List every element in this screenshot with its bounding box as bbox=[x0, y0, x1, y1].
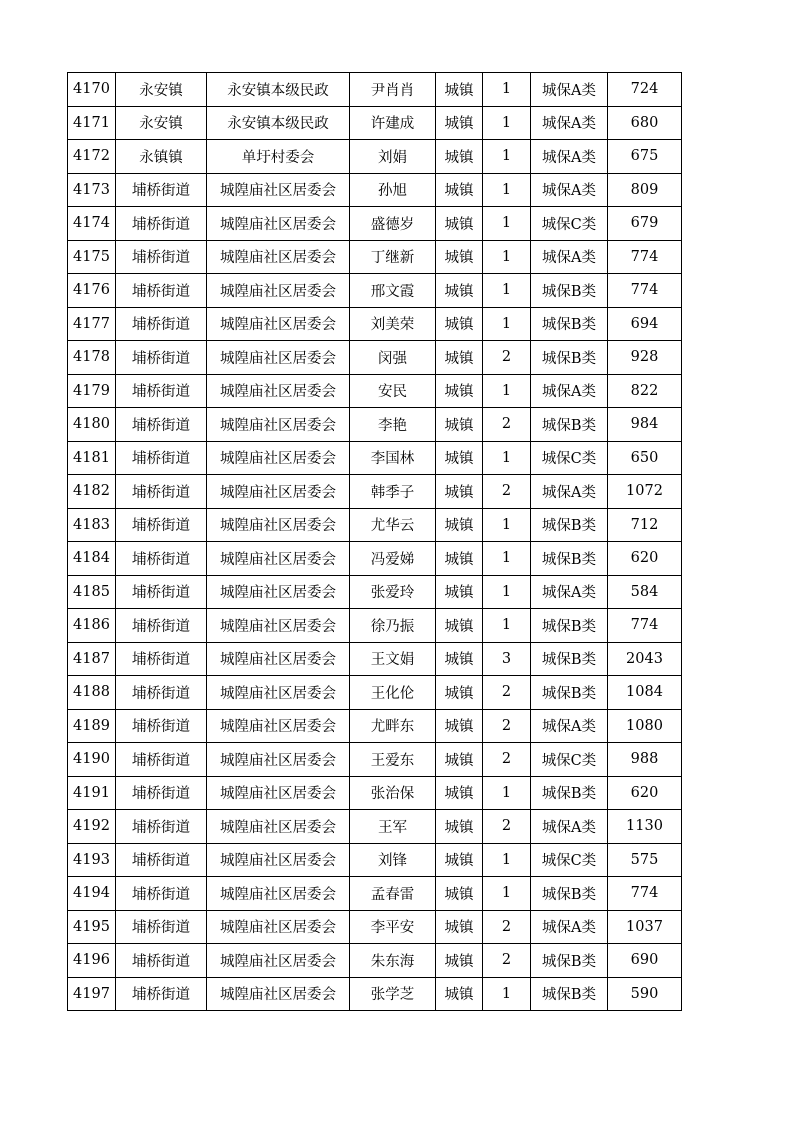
table-row bbox=[68, 274, 682, 308]
table-row bbox=[68, 709, 682, 743]
table-row bbox=[68, 508, 682, 542]
community-cell: 城隍庙社区居委会 bbox=[207, 207, 350, 241]
community-cell: 城隍庙社区居委会 bbox=[207, 776, 350, 810]
record-number-cell: 4181 bbox=[68, 441, 116, 475]
street-cell: 埔桥街道 bbox=[116, 877, 207, 911]
table-row bbox=[68, 475, 682, 509]
aid-category-cell: 城保C类 bbox=[531, 207, 608, 241]
area-type-cell: 城镇 bbox=[436, 73, 483, 107]
table-row bbox=[68, 810, 682, 844]
street-cell: 埔桥街道 bbox=[116, 408, 207, 442]
area-type-cell: 城镇 bbox=[436, 542, 483, 576]
aid-category-cell: 城保A类 bbox=[531, 140, 608, 174]
community-cell: 城隍庙社区居委会 bbox=[207, 173, 350, 207]
household-size-cell: 1 bbox=[483, 374, 531, 408]
amount-cell: 712 bbox=[608, 508, 682, 542]
community-cell: 城隍庙社区居委会 bbox=[207, 441, 350, 475]
community-cell: 城隍庙社区居委会 bbox=[207, 609, 350, 643]
household-size-cell: 2 bbox=[483, 475, 531, 509]
community-cell: 城隍庙社区居委会 bbox=[207, 575, 350, 609]
aid-category-cell: 城保B类 bbox=[531, 642, 608, 676]
household-size-cell: 2 bbox=[483, 810, 531, 844]
area-type-cell: 城镇 bbox=[436, 408, 483, 442]
street-cell: 埔桥街道 bbox=[116, 542, 207, 576]
street-cell: 埔桥街道 bbox=[116, 776, 207, 810]
record-number-cell: 4170 bbox=[68, 73, 116, 107]
record-number-cell: 4189 bbox=[68, 709, 116, 743]
household-size-cell: 1 bbox=[483, 140, 531, 174]
street-cell: 埔桥街道 bbox=[116, 374, 207, 408]
record-number-cell: 4186 bbox=[68, 609, 116, 643]
name-cell: 尹肖肖 bbox=[350, 73, 436, 107]
community-cell: 城隍庙社区居委会 bbox=[207, 877, 350, 911]
street-cell: 埔桥街道 bbox=[116, 609, 207, 643]
community-cell: 永安镇本级民政 bbox=[207, 106, 350, 140]
household-size-cell: 1 bbox=[483, 240, 531, 274]
area-type-cell: 城镇 bbox=[436, 843, 483, 877]
record-number-cell: 4183 bbox=[68, 508, 116, 542]
record-number-cell: 4192 bbox=[68, 810, 116, 844]
area-type-cell: 城镇 bbox=[436, 910, 483, 944]
record-number-cell: 4176 bbox=[68, 274, 116, 308]
aid-category-cell: 城保A类 bbox=[531, 475, 608, 509]
household-size-cell: 1 bbox=[483, 274, 531, 308]
table-row bbox=[68, 341, 682, 375]
amount-cell: 1037 bbox=[608, 910, 682, 944]
household-size-cell: 1 bbox=[483, 977, 531, 1011]
table-row bbox=[68, 374, 682, 408]
street-cell: 埔桥街道 bbox=[116, 240, 207, 274]
street-cell: 埔桥街道 bbox=[116, 173, 207, 207]
amount-cell: 1072 bbox=[608, 475, 682, 509]
amount-cell: 724 bbox=[608, 73, 682, 107]
area-type-cell: 城镇 bbox=[436, 207, 483, 241]
name-cell: 冯爱娣 bbox=[350, 542, 436, 576]
name-cell: 刘美荣 bbox=[350, 307, 436, 341]
area-type-cell: 城镇 bbox=[436, 776, 483, 810]
name-cell: 刘锋 bbox=[350, 843, 436, 877]
roster-body bbox=[68, 73, 682, 1011]
table-row bbox=[68, 642, 682, 676]
aid-category-cell: 城保A类 bbox=[531, 73, 608, 107]
street-cell: 埔桥街道 bbox=[116, 709, 207, 743]
street-cell: 埔桥街道 bbox=[116, 274, 207, 308]
aid-category-cell: 城保C类 bbox=[531, 743, 608, 777]
name-cell: 韩季子 bbox=[350, 475, 436, 509]
record-number-cell: 4184 bbox=[68, 542, 116, 576]
area-type-cell: 城镇 bbox=[436, 274, 483, 308]
area-type-cell: 城镇 bbox=[436, 642, 483, 676]
table-row bbox=[68, 240, 682, 274]
street-cell: 埔桥街道 bbox=[116, 843, 207, 877]
table-row bbox=[68, 977, 682, 1011]
record-number-cell: 4196 bbox=[68, 944, 116, 978]
table-row bbox=[68, 140, 682, 174]
area-type-cell: 城镇 bbox=[436, 609, 483, 643]
amount-cell: 928 bbox=[608, 341, 682, 375]
aid-category-cell: 城保B类 bbox=[531, 508, 608, 542]
household-size-cell: 1 bbox=[483, 877, 531, 911]
street-cell: 埔桥街道 bbox=[116, 743, 207, 777]
amount-cell: 584 bbox=[608, 575, 682, 609]
amount-cell: 822 bbox=[608, 374, 682, 408]
table-row bbox=[68, 944, 682, 978]
area-type-cell: 城镇 bbox=[436, 441, 483, 475]
area-type-cell: 城镇 bbox=[436, 240, 483, 274]
aid-category-cell: 城保A类 bbox=[531, 106, 608, 140]
street-cell: 埔桥街道 bbox=[116, 341, 207, 375]
amount-cell: 809 bbox=[608, 173, 682, 207]
household-size-cell: 1 bbox=[483, 609, 531, 643]
table-row bbox=[68, 843, 682, 877]
community-cell: 城隍庙社区居委会 bbox=[207, 676, 350, 710]
name-cell: 刘娟 bbox=[350, 140, 436, 174]
area-type-cell: 城镇 bbox=[436, 374, 483, 408]
table-row bbox=[68, 307, 682, 341]
amount-cell: 620 bbox=[608, 776, 682, 810]
aid-category-cell: 城保A类 bbox=[531, 240, 608, 274]
street-cell: 永安镇 bbox=[116, 106, 207, 140]
street-cell: 埔桥街道 bbox=[116, 676, 207, 710]
street-cell: 埔桥街道 bbox=[116, 944, 207, 978]
record-number-cell: 4178 bbox=[68, 341, 116, 375]
community-cell: 城隍庙社区居委会 bbox=[207, 910, 350, 944]
record-number-cell: 4180 bbox=[68, 408, 116, 442]
household-size-cell: 1 bbox=[483, 106, 531, 140]
street-cell: 埔桥街道 bbox=[116, 910, 207, 944]
amount-cell: 590 bbox=[608, 977, 682, 1011]
name-cell: 安民 bbox=[350, 374, 436, 408]
street-cell: 埔桥街道 bbox=[116, 307, 207, 341]
amount-cell: 2043 bbox=[608, 642, 682, 676]
community-cell: 城隍庙社区居委会 bbox=[207, 542, 350, 576]
street-cell: 埔桥街道 bbox=[116, 441, 207, 475]
street-cell: 永安镇 bbox=[116, 73, 207, 107]
amount-cell: 774 bbox=[608, 609, 682, 643]
name-cell: 王文娟 bbox=[350, 642, 436, 676]
street-cell: 埔桥街道 bbox=[116, 575, 207, 609]
aid-category-cell: 城保C类 bbox=[531, 441, 608, 475]
record-number-cell: 4171 bbox=[68, 106, 116, 140]
name-cell: 张爱玲 bbox=[350, 575, 436, 609]
aid-category-cell: 城保B类 bbox=[531, 307, 608, 341]
area-type-cell: 城镇 bbox=[436, 743, 483, 777]
amount-cell: 679 bbox=[608, 207, 682, 241]
record-number-cell: 4191 bbox=[68, 776, 116, 810]
table-row bbox=[68, 441, 682, 475]
aid-category-cell: 城保A类 bbox=[531, 810, 608, 844]
name-cell: 尤畔东 bbox=[350, 709, 436, 743]
household-size-cell: 2 bbox=[483, 944, 531, 978]
household-size-cell: 1 bbox=[483, 207, 531, 241]
household-size-cell: 1 bbox=[483, 73, 531, 107]
amount-cell: 1080 bbox=[608, 709, 682, 743]
record-number-cell: 4175 bbox=[68, 240, 116, 274]
name-cell: 尤华云 bbox=[350, 508, 436, 542]
table-row bbox=[68, 776, 682, 810]
household-size-cell: 2 bbox=[483, 743, 531, 777]
household-size-cell: 2 bbox=[483, 910, 531, 944]
aid-category-cell: 城保A类 bbox=[531, 575, 608, 609]
record-number-cell: 4187 bbox=[68, 642, 116, 676]
table-row bbox=[68, 609, 682, 643]
community-cell: 单圩村委会 bbox=[207, 140, 350, 174]
table-row bbox=[68, 877, 682, 911]
record-number-cell: 4188 bbox=[68, 676, 116, 710]
street-cell: 埔桥街道 bbox=[116, 810, 207, 844]
amount-cell: 1130 bbox=[608, 810, 682, 844]
name-cell: 张学芝 bbox=[350, 977, 436, 1011]
name-cell: 王化伦 bbox=[350, 676, 436, 710]
area-type-cell: 城镇 bbox=[436, 977, 483, 1011]
amount-cell: 690 bbox=[608, 944, 682, 978]
amount-cell: 988 bbox=[608, 743, 682, 777]
area-type-cell: 城镇 bbox=[436, 307, 483, 341]
community-cell: 城隍庙社区居委会 bbox=[207, 475, 350, 509]
area-type-cell: 城镇 bbox=[436, 944, 483, 978]
household-size-cell: 1 bbox=[483, 776, 531, 810]
aid-category-cell: 城保B类 bbox=[531, 944, 608, 978]
household-size-cell: 3 bbox=[483, 642, 531, 676]
street-cell: 永镇镇 bbox=[116, 140, 207, 174]
table-row bbox=[68, 73, 682, 107]
aid-category-cell: 城保B类 bbox=[531, 676, 608, 710]
aid-category-cell: 城保B类 bbox=[531, 977, 608, 1011]
record-number-cell: 4179 bbox=[68, 374, 116, 408]
aid-category-cell: 城保A类 bbox=[531, 173, 608, 207]
street-cell: 埔桥街道 bbox=[116, 642, 207, 676]
name-cell: 张治保 bbox=[350, 776, 436, 810]
table-row bbox=[68, 408, 682, 442]
aid-category-cell: 城保B类 bbox=[531, 542, 608, 576]
household-size-cell: 1 bbox=[483, 307, 531, 341]
aid-category-cell: 城保B类 bbox=[531, 341, 608, 375]
community-cell: 城隍庙社区居委会 bbox=[207, 709, 350, 743]
household-size-cell: 2 bbox=[483, 709, 531, 743]
community-cell: 城隍庙社区居委会 bbox=[207, 843, 350, 877]
record-number-cell: 4173 bbox=[68, 173, 116, 207]
community-cell: 城隍庙社区居委会 bbox=[207, 810, 350, 844]
community-cell: 城隍庙社区居委会 bbox=[207, 977, 350, 1011]
name-cell: 李平安 bbox=[350, 910, 436, 944]
household-size-cell: 1 bbox=[483, 508, 531, 542]
area-type-cell: 城镇 bbox=[436, 877, 483, 911]
household-size-cell: 2 bbox=[483, 676, 531, 710]
household-size-cell: 1 bbox=[483, 575, 531, 609]
record-number-cell: 4197 bbox=[68, 977, 116, 1011]
amount-cell: 694 bbox=[608, 307, 682, 341]
record-number-cell: 4194 bbox=[68, 877, 116, 911]
table-row bbox=[68, 542, 682, 576]
name-cell: 徐乃振 bbox=[350, 609, 436, 643]
household-size-cell: 1 bbox=[483, 542, 531, 576]
household-size-cell: 1 bbox=[483, 843, 531, 877]
record-number-cell: 4190 bbox=[68, 743, 116, 777]
community-cell: 永安镇本级民政 bbox=[207, 73, 350, 107]
area-type-cell: 城镇 bbox=[436, 341, 483, 375]
community-cell: 城隍庙社区居委会 bbox=[207, 408, 350, 442]
name-cell: 丁继新 bbox=[350, 240, 436, 274]
record-number-cell: 4177 bbox=[68, 307, 116, 341]
name-cell: 孙旭 bbox=[350, 173, 436, 207]
record-number-cell: 4182 bbox=[68, 475, 116, 509]
household-size-cell: 1 bbox=[483, 441, 531, 475]
record-number-cell: 4195 bbox=[68, 910, 116, 944]
name-cell: 盛德岁 bbox=[350, 207, 436, 241]
table-row bbox=[68, 207, 682, 241]
name-cell: 闵强 bbox=[350, 341, 436, 375]
aid-category-cell: 城保B类 bbox=[531, 609, 608, 643]
community-cell: 城隍庙社区居委会 bbox=[207, 642, 350, 676]
street-cell: 埔桥街道 bbox=[116, 508, 207, 542]
name-cell: 王军 bbox=[350, 810, 436, 844]
aid-category-cell: 城保A类 bbox=[531, 910, 608, 944]
table-row bbox=[68, 676, 682, 710]
community-cell: 城隍庙社区居委会 bbox=[207, 374, 350, 408]
aid-category-cell: 城保B类 bbox=[531, 776, 608, 810]
aid-category-cell: 城保B类 bbox=[531, 877, 608, 911]
aid-category-cell: 城保C类 bbox=[531, 843, 608, 877]
amount-cell: 650 bbox=[608, 441, 682, 475]
name-cell: 孟春雷 bbox=[350, 877, 436, 911]
table-row bbox=[68, 910, 682, 944]
record-number-cell: 4193 bbox=[68, 843, 116, 877]
area-type-cell: 城镇 bbox=[436, 709, 483, 743]
area-type-cell: 城镇 bbox=[436, 140, 483, 174]
street-cell: 埔桥街道 bbox=[116, 977, 207, 1011]
community-cell: 城隍庙社区居委会 bbox=[207, 274, 350, 308]
street-cell: 埔桥街道 bbox=[116, 207, 207, 241]
table-row bbox=[68, 106, 682, 140]
household-size-cell: 1 bbox=[483, 173, 531, 207]
record-number-cell: 4172 bbox=[68, 140, 116, 174]
amount-cell: 680 bbox=[608, 106, 682, 140]
amount-cell: 774 bbox=[608, 274, 682, 308]
street-cell: 埔桥街道 bbox=[116, 475, 207, 509]
name-cell: 朱东海 bbox=[350, 944, 436, 978]
amount-cell: 984 bbox=[608, 408, 682, 442]
name-cell: 李艳 bbox=[350, 408, 436, 442]
table-row bbox=[68, 575, 682, 609]
area-type-cell: 城镇 bbox=[436, 810, 483, 844]
amount-cell: 774 bbox=[608, 240, 682, 274]
amount-cell: 575 bbox=[608, 843, 682, 877]
amount-cell: 620 bbox=[608, 542, 682, 576]
area-type-cell: 城镇 bbox=[436, 575, 483, 609]
area-type-cell: 城镇 bbox=[436, 173, 483, 207]
aid-category-cell: 城保B类 bbox=[531, 274, 608, 308]
community-cell: 城隍庙社区居委会 bbox=[207, 944, 350, 978]
community-cell: 城隍庙社区居委会 bbox=[207, 341, 350, 375]
record-number-cell: 4185 bbox=[68, 575, 116, 609]
name-cell: 王爱东 bbox=[350, 743, 436, 777]
community-cell: 城隍庙社区居委会 bbox=[207, 743, 350, 777]
amount-cell: 774 bbox=[608, 877, 682, 911]
name-cell: 邢文霞 bbox=[350, 274, 436, 308]
aid-category-cell: 城保A类 bbox=[531, 374, 608, 408]
area-type-cell: 城镇 bbox=[436, 475, 483, 509]
community-cell: 城隍庙社区居委会 bbox=[207, 508, 350, 542]
area-type-cell: 城镇 bbox=[436, 676, 483, 710]
community-cell: 城隍庙社区居委会 bbox=[207, 307, 350, 341]
amount-cell: 1084 bbox=[608, 676, 682, 710]
household-size-cell: 2 bbox=[483, 341, 531, 375]
relief-roster-table bbox=[67, 72, 682, 1011]
amount-cell: 675 bbox=[608, 140, 682, 174]
area-type-cell: 城镇 bbox=[436, 106, 483, 140]
table-row bbox=[68, 173, 682, 207]
table-row bbox=[68, 743, 682, 777]
record-number-cell: 4174 bbox=[68, 207, 116, 241]
area-type-cell: 城镇 bbox=[436, 508, 483, 542]
name-cell: 许建成 bbox=[350, 106, 436, 140]
aid-category-cell: 城保A类 bbox=[531, 709, 608, 743]
community-cell: 城隍庙社区居委会 bbox=[207, 240, 350, 274]
name-cell: 李国林 bbox=[350, 441, 436, 475]
household-size-cell: 2 bbox=[483, 408, 531, 442]
aid-category-cell: 城保B类 bbox=[531, 408, 608, 442]
